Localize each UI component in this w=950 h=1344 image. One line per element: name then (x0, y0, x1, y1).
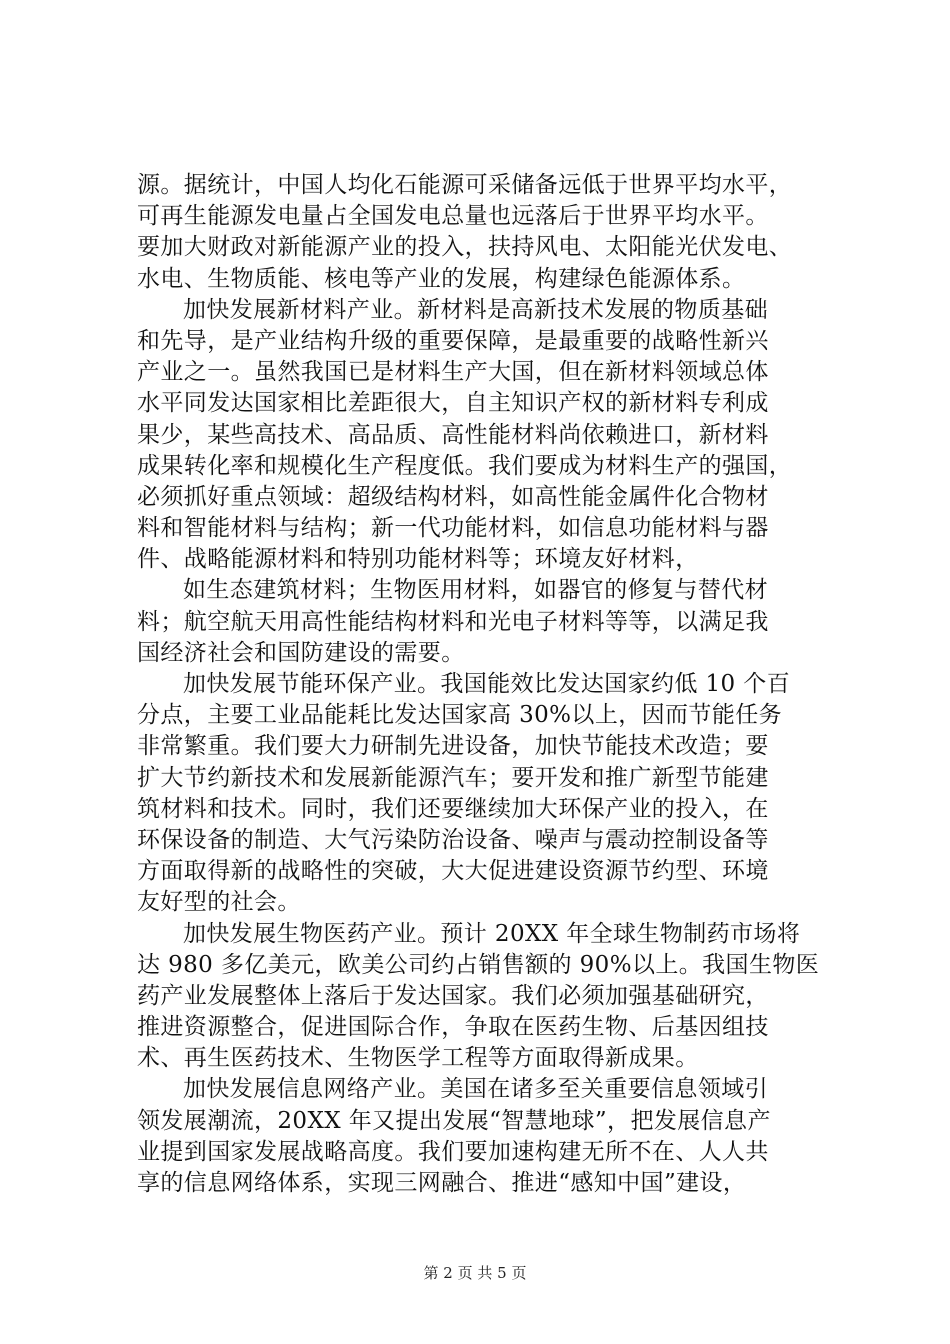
text-line: 加快发展节能环保产业。我国能效比发达国家约低 10 个百 (183, 671, 791, 697)
text-line: 源。据统计，中国人均化石能源可采储备远低于世界平均水平， (137, 172, 793, 198)
text-line: 可再生能源发电量占全国发电总量也远落后于世界平均水平。 (137, 203, 769, 230)
text-line: 非常繁重。我们要大力研制先进设备，加快节能技术改造；要 (137, 733, 769, 760)
text-line: 产业之一。虽然我国已是材料生产大国，但在新材料领域总体 (137, 359, 769, 386)
text-line: 筑材料和技术。同时，我们还要继续加大环保产业的投入，在 (137, 795, 769, 822)
text-line: 扩大节约新技术和发展新能源汽车；要开发和推广新型节能建 (137, 764, 769, 791)
text-line: 达 980 多亿美元，欧美公司约占销售额的 90%以上。我国生物医 (137, 951, 820, 978)
text-line: 药产业发展整体上落后于发达国家。我们必须加强基础研究， (137, 982, 769, 1009)
text-line: 国经济社会和国防建设的需要。 (137, 639, 465, 666)
text-line: 加快发展生物医药产业。预计 20XX 年全球生物制药市场将 (183, 920, 801, 947)
text-line: 加快发展新材料产业。新材料是高新技术发展的物质基础 (183, 296, 768, 323)
text-line: 加快发展信息网络产业。美国在诸多至关重要信息领域引 (183, 1076, 768, 1103)
text-line: 方面取得新的战略性的突破，大大促进建设资源节约型、环境 (137, 858, 769, 885)
text-line: 要加大财政对新能源产业的投入，扶持风电、太阳能光伏发电、 (137, 234, 793, 261)
text-line: 水平同发达国家相比差距很大，自主知识产权的新材料专利成 (137, 390, 769, 417)
text-line: 和先导，是产业结构升级的重要保障，是最重要的战略性新兴 (137, 327, 769, 354)
text-line: 水电、生物质能、核电等产业的发展，构建绿色能源体系。 (137, 265, 746, 292)
text-line: 件、战略能源材料和特别功能材料等；环境友好材料， (137, 546, 699, 573)
page-footer: 第 2 页 共 5 页 (423, 1264, 527, 1282)
text-line: 业提到国家发展战略高度。我们要加速构建无所不在、人人共 (137, 1138, 769, 1165)
text-line: 环保设备的制造、大气污染防治设备、噪声与震动控制设备等 (137, 826, 769, 853)
document-body (137, 170, 837, 1199)
text-line: 领发展潮流，20XX 年又提出发展“智慧地球”，把发展信息产 (137, 1107, 771, 1134)
text-line: 成果转化率和规模化生产程度低。我们要成为材料生产的强国， (137, 452, 793, 479)
text-line: 果少，某些高技术、高品质、高性能材料尚依赖进口，新材料 (137, 421, 769, 448)
text-line: 分点，主要工业品能耗比发达国家高 30%以上，因而节能任务 (137, 702, 783, 729)
text-line: 料和智能材料与结构；新一代功能材料，如信息功能材料与器 (137, 515, 769, 542)
text-line: 料；航空航天用高性能结构材料和光电子材料等等，以满足我 (137, 608, 769, 635)
text-line: 推进资源整合，促进国际合作，争取在医药生物、后基因组技 (137, 1014, 769, 1041)
text-line: 必须抓好重点领域：超级结构材料，如高性能金属件化合物材 (137, 483, 769, 510)
text-line: 享的信息网络体系，实现三网融合、推进“感知中国”建设， (137, 1170, 747, 1196)
text-line: 术、再生医药技术、生物医学工程等方面取得新成果。 (137, 1045, 699, 1072)
text-line: 如生态建筑材料；生物医用材料，如器官的修复与替代材 (183, 577, 768, 604)
text-line: 友好型的社会。 (137, 889, 301, 916)
